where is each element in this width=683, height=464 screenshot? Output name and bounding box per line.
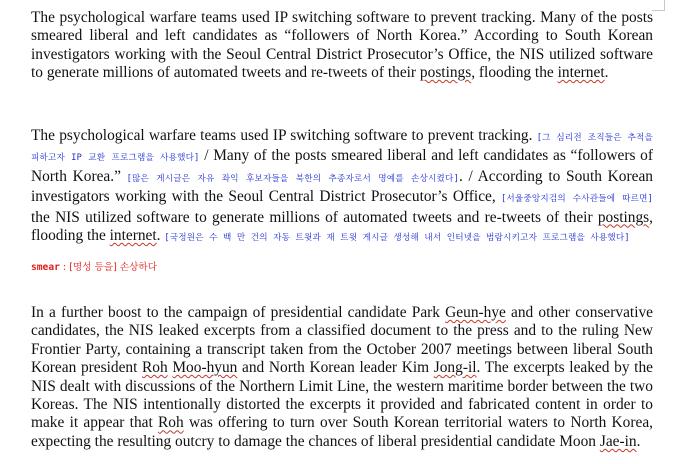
spellcheck-word: internet xyxy=(109,227,157,245)
korean-gloss: [국정원은 수 백 만 건의 자동 트윗과 재 트윗 게시글 생성해 내서 인터넷을 범람시키고자 프로그램을 사용했다] xyxy=(164,233,630,244)
spellcheck-word: Jae-in xyxy=(599,432,637,450)
sentence: / Many of the posts smeared liberal and left candidates as “followers of North Korea.” xyxy=(31,147,653,185)
sentence: , flooding the xyxy=(31,208,653,245)
text-run: The psychological warfare teams used IP switching software to prevent tracking. Many of the posts smeared liberal and left candidates as “followers of North Korea.” According to South Korean investigators working with the Seoul Central District Prosecutor’s Office, the NIS utilized software to generate millions of automated tweets and re-tweets of their xyxy=(31,9,653,82)
vocab-definition: [명성 등을] 손상하다 xyxy=(69,262,157,273)
paragraph-nll xyxy=(31,304,653,451)
text-run: . xyxy=(604,64,609,82)
spellcheck-word: Roh xyxy=(142,359,168,377)
spellcheck-word: postings xyxy=(597,208,650,226)
vocab-term: smear xyxy=(31,262,60,273)
sentence: . / According to South Korean investigators working with the Seoul Central District Prosecutor’s Office, xyxy=(31,167,653,206)
spellcheck-word: postings xyxy=(419,64,472,82)
text-run: In a further boost to the campaign of presidential candidate Park xyxy=(31,304,446,321)
korean-gloss: [많은 게시글은 자유 좌익 후보자들을 북한의 추종자로서 명예를 손상시켰다] xyxy=(126,173,459,184)
spellcheck-word: internet xyxy=(557,64,605,82)
text-run: was offering to turn over South Korean territorial waters to North Korea, expecting the resulting outcry to damage the chances of liberal presidential candidate Moon xyxy=(31,414,654,450)
spellcheck-word: Jong-il xyxy=(433,359,477,377)
text-run: . The excerpts leaked by the NIS dealt with discussions of the Northern Limit Line, the western maritime border between the two Koreas. The NIS intentionally distorted the excerpts it provided and fabricated content in order to make it appear that xyxy=(31,359,653,432)
vocab-separator: : xyxy=(59,262,70,273)
paragraph-original xyxy=(31,9,653,83)
korean-gloss: [그 심리전 조직들은 추적을 피하고자 IP 교환 프로그램을 사용했다] xyxy=(31,133,653,164)
korean-gloss: [서울중앙지검의 수사관들에 따르면] xyxy=(501,194,653,205)
text-run: and other conservative candidates, the NIS leaked excerpts from a classified document to the press and to the ruling New Frontier Party, containing a transcript taken from the October 2007 meetings between liberal South Korean president xyxy=(31,304,653,377)
page-corner-marker xyxy=(652,0,665,11)
text-run: and North Korean leader Kim xyxy=(237,359,434,377)
sentence: the NIS utilized software to generate millions of automated tweets and re-tweets of their xyxy=(31,208,598,226)
paragraph-annotated xyxy=(31,127,653,247)
spellcheck-word: Roh xyxy=(158,414,184,432)
vocabulary-note xyxy=(31,259,157,273)
text-run: . xyxy=(636,432,641,450)
sentence: . xyxy=(156,227,165,245)
spellcheck-word: Geun-hye xyxy=(445,304,506,321)
text-run: , flooding the xyxy=(471,64,558,82)
spellcheck-word: Moo-hyun xyxy=(172,359,238,377)
sentence: The psychological warfare teams used IP switching software to prevent tracking. xyxy=(31,127,537,144)
